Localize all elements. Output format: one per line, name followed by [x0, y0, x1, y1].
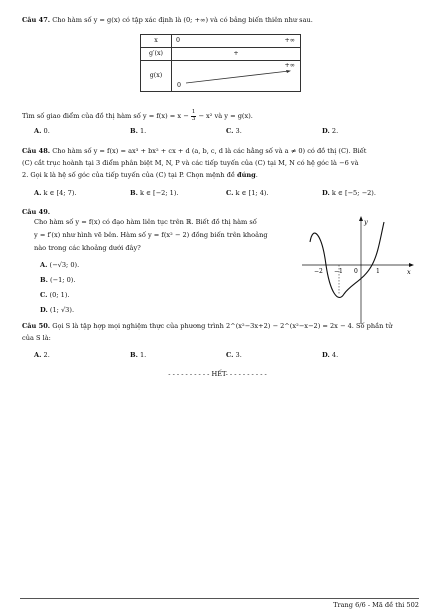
row-label-x: x — [141, 35, 172, 48]
g-start: 0 — [177, 81, 182, 89]
option-c[interactable] — [226, 127, 322, 136]
option-text: 1. — [139, 351, 147, 359]
option-label: C. — [226, 189, 234, 197]
option-d[interactable] — [322, 351, 418, 360]
question-50-stem — [22, 322, 419, 343]
question-line-2: (C) cắt trục hoành tại 3 điểm phân biệt M, N, P và các tiếp tuyến của (C) tại M, N có hệ góc là −6 và — [22, 158, 359, 167]
option-b[interactable] — [130, 351, 226, 360]
option-text: 3. — [235, 351, 242, 359]
question-line-3: 2. Gọi k là hệ số góc của tiếp tuyến của (C) tại P. Chọn mệnh đề — [22, 170, 235, 179]
tick-label: 1 — [376, 268, 380, 275]
func-row — [172, 61, 301, 92]
increasing-arrow-icon — [172, 61, 307, 91]
question-48-stem — [22, 147, 419, 180]
ask-text-post: − x² và y = g(x). — [198, 112, 253, 120]
question-47-stem — [22, 16, 419, 25]
option-text: k ∈ [1; 4). — [235, 189, 269, 197]
question-49-number — [22, 208, 50, 217]
frac-num: 1 — [191, 109, 196, 115]
variation-table — [140, 34, 301, 92]
option-text: k ∈ [4; 7). — [43, 189, 77, 197]
deriv-sign: + — [172, 48, 301, 61]
question-47-options — [34, 127, 419, 136]
question-line-2: của S là: — [22, 333, 51, 342]
option-label: B. — [130, 189, 138, 197]
g-end: +∞ — [284, 62, 295, 69]
question-line-1: Cho hàm số y = f(x) = ax³ + bx² + cx + d (a, b, c, d là các hằng số và a ≠ 0) có đồ thị (C). Biết — [52, 147, 367, 155]
option-d[interactable] — [40, 306, 79, 321]
option-label: C. — [226, 127, 234, 135]
option-label: D. — [322, 127, 330, 135]
question-number: Câu 48. — [22, 147, 51, 155]
footer-divider — [20, 598, 419, 599]
option-a[interactable] — [34, 127, 130, 136]
option-label: C. — [40, 291, 48, 299]
option-label: A. — [34, 127, 42, 135]
option-d[interactable] — [322, 127, 418, 136]
question-47-ask — [22, 110, 419, 122]
emphasis-text: đúng — [236, 170, 256, 179]
option-text: 0. — [43, 127, 50, 135]
option-text: 4. — [331, 351, 339, 359]
option-text: (−1; 0). — [49, 276, 76, 284]
option-text: k ∈ [−2; 1). — [139, 189, 179, 197]
option-text: (0; 1). — [49, 291, 70, 299]
option-text: 1. — [139, 127, 147, 135]
option-b[interactable] — [130, 127, 226, 136]
origin-label: 0 — [354, 268, 358, 275]
question-line-1: Gọi S là tập hợp mọi nghiệm thực của phương trình 2^(x²−3x+2) − 2^(x²−x−2) = 2x − 4. Số phần tử — [52, 322, 393, 330]
end-marker: - - - - - - - - - - HẾT- - - - - - - - - - — [168, 370, 267, 378]
option-c[interactable] — [226, 189, 322, 198]
option-a[interactable] — [34, 189, 130, 198]
option-label: A. — [40, 261, 48, 269]
option-label: B. — [130, 351, 138, 359]
x-arrow-icon — [409, 263, 414, 267]
fraction — [191, 110, 197, 122]
question-number: Câu 49. — [22, 208, 51, 216]
row-label-func: g(x) — [141, 61, 172, 92]
y-axis-label: y — [364, 218, 368, 226]
option-label: D. — [40, 306, 48, 314]
question-48-options — [34, 189, 419, 198]
question-line-1: Cho hàm số y = f(x) có đạo hàm liên tục trên ℝ. Biết đồ thị hàm số — [34, 218, 257, 226]
question-number: Câu 47. — [22, 16, 51, 24]
option-b[interactable] — [40, 276, 79, 291]
question-49-stem — [34, 218, 304, 253]
option-c[interactable] — [226, 351, 322, 360]
line-end: . — [255, 170, 258, 179]
option-label: A. — [34, 351, 42, 359]
frac-den: 3 — [191, 115, 196, 122]
question-49-options — [40, 261, 79, 321]
option-label: D. — [322, 189, 330, 197]
y-arrow-icon — [359, 216, 363, 221]
option-text: (1; √3). — [49, 306, 75, 314]
x-axis-label: x — [407, 268, 411, 276]
option-c[interactable] — [40, 291, 79, 306]
option-text: 2. — [43, 351, 50, 359]
option-d[interactable] — [322, 189, 418, 198]
option-label: A. — [34, 189, 42, 197]
option-text: k ∈ [−5; −2). — [331, 189, 376, 197]
option-text: (−√3; 0). — [49, 261, 80, 269]
option-text: 2. — [331, 127, 339, 135]
option-b[interactable] — [130, 189, 226, 198]
tick-label: −2 — [314, 268, 323, 275]
ask-text-pre: Tìm số giao điểm của đồ thị hàm số y = f(x) = x − — [22, 112, 189, 120]
option-a[interactable] — [40, 261, 79, 276]
curve-f-prime — [310, 222, 384, 297]
option-label: C. — [226, 351, 234, 359]
tick-label: −1 — [334, 268, 343, 275]
question-number: Câu 50. — [22, 322, 51, 330]
option-label: B. — [40, 276, 48, 284]
question-text: Cho hàm số y = g(x) có tập xác định là (0; +∞) và có bảng biến thiên như sau. — [52, 16, 313, 24]
question-line-2: y = f′(x) như hình vẽ bên. Hàm số y = f(x² − 2) đồng biến trên khoảng — [34, 230, 268, 239]
row-label-deriv: g′(x) — [141, 48, 172, 61]
x-row — [172, 35, 301, 48]
page-footer: Trang 6/6 - Mã đề thi 502 — [333, 601, 419, 609]
x-start: 0 — [176, 36, 181, 44]
x-end: +∞ — [284, 36, 295, 44]
derivative-graph — [300, 212, 418, 330]
option-label: D. — [322, 351, 330, 359]
question-line-3: nào trong các khoảng dưới đây? — [34, 243, 141, 252]
question-50-options — [34, 351, 419, 360]
option-a[interactable] — [34, 351, 130, 360]
option-label: B. — [130, 127, 138, 135]
option-text: 3. — [235, 127, 242, 135]
